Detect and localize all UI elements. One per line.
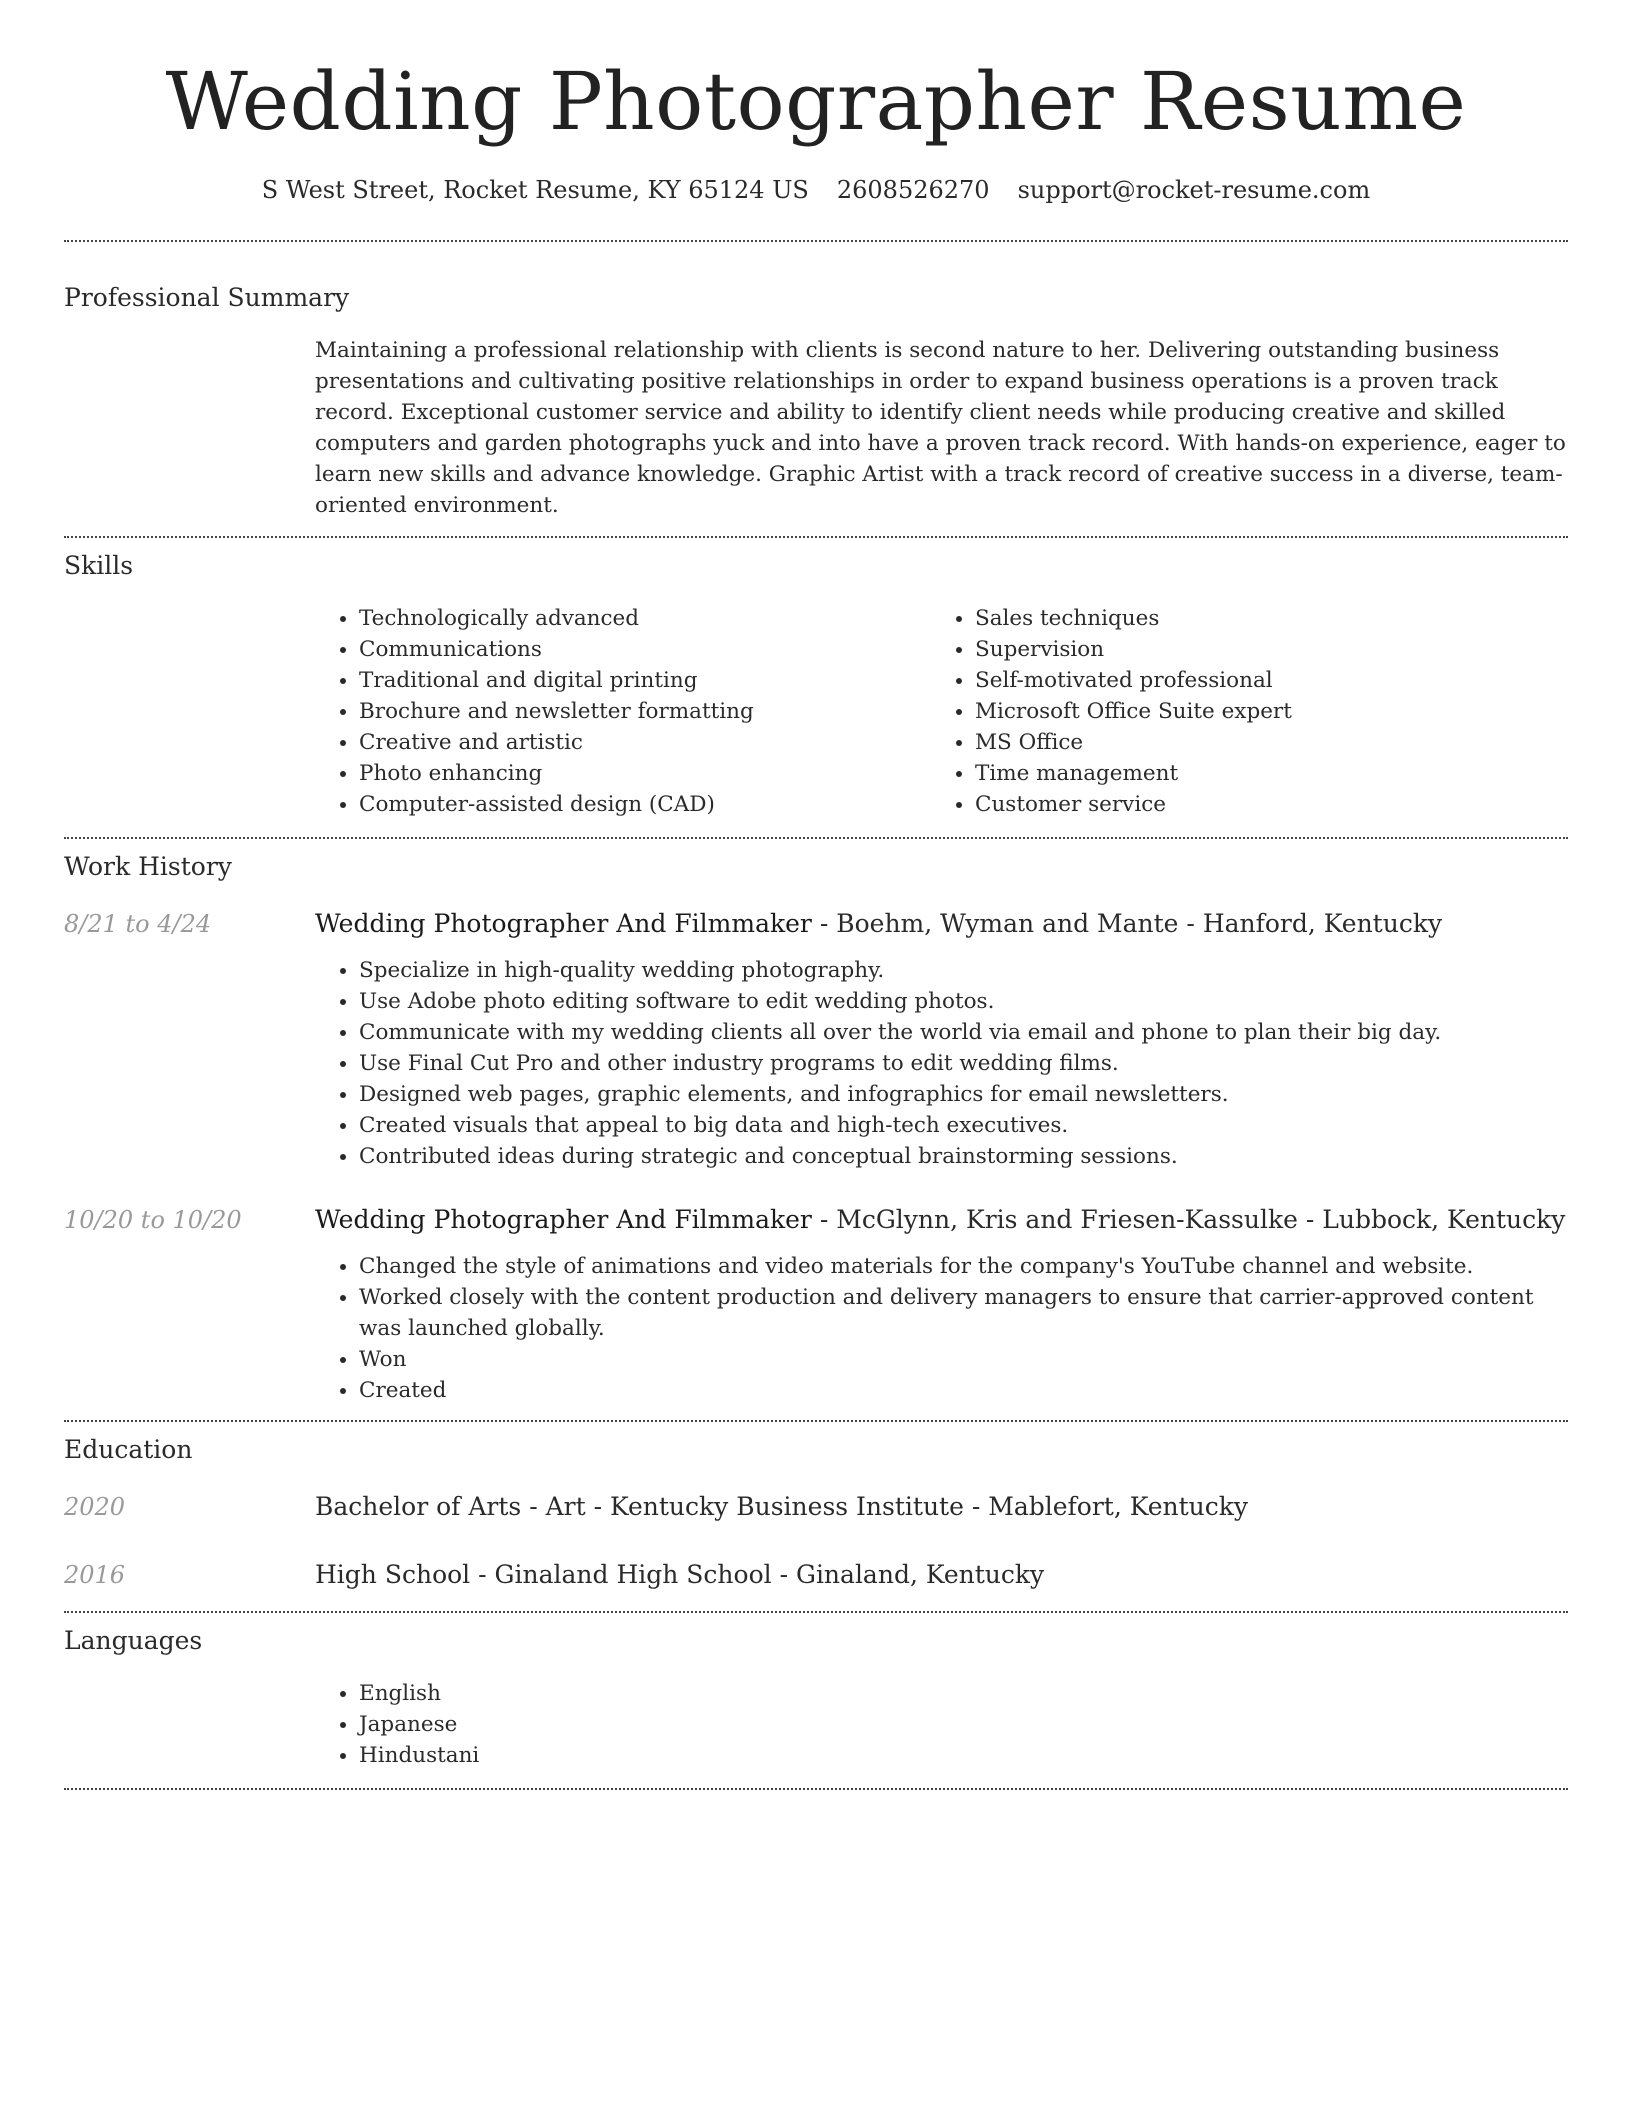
list-item: • Computer-assisted design (CAD) [359, 789, 931, 820]
list-item: • Hindustani [359, 1740, 1568, 1771]
job-employer: - Boehm, Wyman and Mante - Hanford, Kentucky [811, 909, 1443, 938]
job-heading [315, 1203, 1568, 1237]
list-item: • Creative and artistic [359, 727, 931, 758]
list-item: • Contributed ideas during strategic and conceptual brainstorming sessions. [359, 1141, 1568, 1172]
list-item: • Japanese [359, 1709, 1568, 1740]
list-item: • Supervision [975, 634, 1547, 665]
divider [64, 240, 1568, 242]
list-item: • Use Adobe photo editing software to edit wedding photos. [359, 986, 1568, 1017]
summary-text: Maintaining a professional relationship with clients is second nature to her. Delivering outstanding business presentations and cultivating positive relationships in order to expand business operations is a proven track record. Exceptional customer service and ability to identify client needs while producing creative and skilled computers and garden photographs yuck and into have a proven track record. With hands-on experience, eager to learn new skills and advance knowledge. Graphic Artist with a track record of creative success in a diverse, team-oriented environment. [315, 338, 1566, 518]
list-item: • Communicate with my wedding clients all over the world via email and phone to plan their big day. [359, 1017, 1568, 1048]
job-title: Wedding Photographer And Filmmaker [315, 1205, 812, 1234]
job-heading [315, 907, 1568, 941]
contact-line [64, 174, 1568, 206]
list-item: • Changed the style of animations and video materials for the company's YouTube channel and website. [359, 1251, 1568, 1282]
summary-heading: Professional Summary [64, 283, 350, 312]
list-item: • Self-motivated professional [975, 665, 1547, 696]
list-item: • Customer service [975, 789, 1547, 820]
list-item: • Created visuals that appeal to big data and high-tech executives. [359, 1110, 1568, 1141]
education-degree: Bachelor of Arts [315, 1492, 522, 1521]
work-heading: Work History [64, 852, 232, 881]
job-dates: 8/21 to 4/24 [64, 910, 212, 938]
list-item: • Specialize in high-quality wedding photography. [359, 955, 1568, 986]
job-entry [64, 907, 1568, 1172]
education-school: - Art - Kentucky Business Institute - Mablefort, Kentucky [521, 1492, 1249, 1521]
skills-section [64, 549, 1568, 820]
list-item: • Use Final Cut Pro and other industry programs to edit wedding films. [359, 1048, 1568, 1079]
summary-section [64, 281, 1568, 521]
skills-list-left [315, 603, 931, 820]
list-item: • Technologically advanced [359, 603, 931, 634]
list-item: • English [359, 1678, 1568, 1709]
job-employer: - McGlynn, Kris and Friesen-Kassulke - Lubbock, Kentucky [811, 1205, 1566, 1234]
list-item: • Won [359, 1344, 1568, 1375]
contact-address: S West Street, Rocket Resume, KY 65124 US [261, 176, 809, 204]
job-title: Wedding Photographer And Filmmaker [315, 909, 812, 938]
list-item: • Microsoft Office Suite expert [975, 696, 1547, 727]
skills-heading: Skills [64, 551, 134, 580]
languages-section [64, 1624, 1568, 1771]
education-school: - Ginaland High School - Ginaland, Kentucky [470, 1560, 1045, 1589]
list-item: • Created [359, 1375, 1568, 1406]
education-year: 2016 [64, 1561, 126, 1589]
list-item: • MS Office [975, 727, 1547, 758]
skills-list-right [931, 603, 1547, 820]
list-item: • Traditional and digital printing [359, 665, 931, 696]
languages-list [315, 1678, 1568, 1771]
job-bullets [315, 1251, 1568, 1406]
list-item: • Communications [359, 634, 931, 665]
education-degree: High School [315, 1560, 471, 1589]
divider [64, 536, 1568, 538]
work-section [64, 850, 1568, 1406]
resume-title: Wedding Photographer Resume [165, 55, 1467, 148]
contact-email: support@rocket-resume.com [1017, 176, 1371, 204]
list-item: • Time management [975, 758, 1547, 789]
divider [64, 1420, 1568, 1422]
education-heading: Education [64, 1435, 193, 1464]
education-entry [64, 1490, 1568, 1524]
job-entry [64, 1203, 1568, 1406]
divider [64, 1611, 1568, 1613]
divider [64, 837, 1568, 839]
contact-phone: 2608526270 [836, 176, 990, 204]
education-year: 2020 [64, 1493, 126, 1521]
list-item: • Brochure and newsletter formatting [359, 696, 931, 727]
languages-heading: Languages [64, 1626, 203, 1655]
education-entry [64, 1558, 1568, 1592]
job-dates: 10/20 to 10/20 [64, 1206, 242, 1234]
divider [64, 1788, 1568, 1790]
list-item: • Photo enhancing [359, 758, 931, 789]
list-item: • Sales techniques [975, 603, 1547, 634]
job-bullets [315, 955, 1568, 1172]
list-item: • Worked closely with the content production and delivery managers to ensure that carrier-approved content was launched globally. [359, 1282, 1568, 1344]
list-item: • Designed web pages, graphic elements, and infographics for email newsletters. [359, 1079, 1568, 1110]
education-section [64, 1433, 1568, 1592]
